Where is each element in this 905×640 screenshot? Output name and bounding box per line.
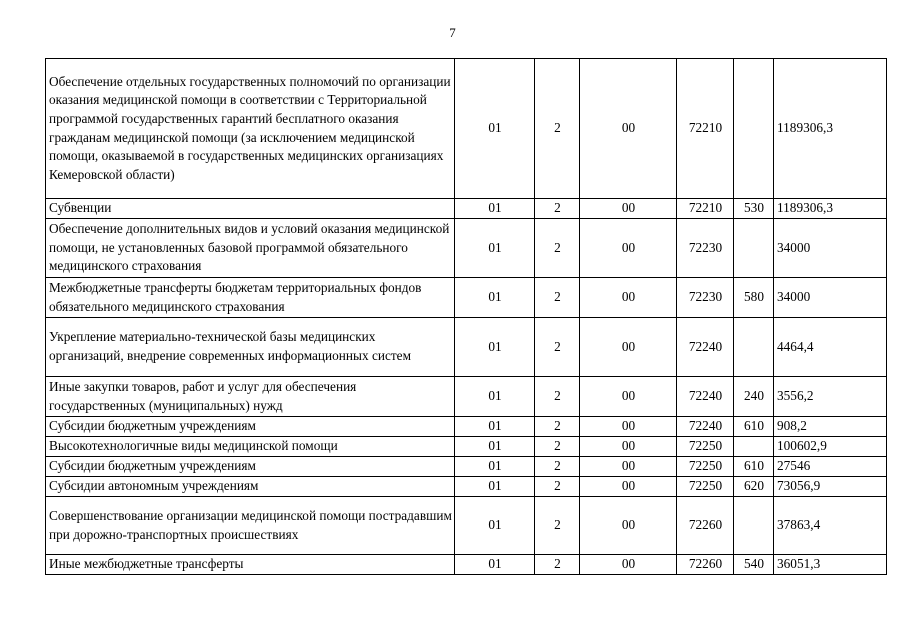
direction-code: 00 bbox=[580, 497, 677, 555]
direction-code: 00 bbox=[580, 417, 677, 437]
row-name: Высокотехнологичные виды медицинской помощи bbox=[46, 437, 455, 457]
row-name: Обеспечение отдельных государственных полномочий по организации оказания медицинской помощи в соответствии с Территориальной программой государственных гарантий бесплатного оказания гражданам медицинской помощи (за исключением медицинской помощи, оказываемой в государственных медицинских организациях Кемеровской области) bbox=[46, 59, 455, 199]
expense-type bbox=[734, 318, 774, 377]
budget-table bbox=[45, 58, 887, 575]
table-row bbox=[46, 219, 887, 278]
item-code: 72250 bbox=[677, 437, 734, 457]
amount: 100602,9 bbox=[774, 437, 887, 457]
amount: 4464,4 bbox=[774, 318, 887, 377]
amount: 1189306,3 bbox=[774, 199, 887, 219]
row-name: Субсидии бюджетным учреждениям bbox=[46, 417, 455, 437]
table-row bbox=[46, 417, 887, 437]
row-name: Иные закупки товаров, работ и услуг для обеспечения государственных (муниципальных) нужд bbox=[46, 377, 455, 417]
table-row bbox=[46, 377, 887, 417]
row-name: Межбюджетные трансферты бюджетам территориальных фондов обязательного медицинского страхования bbox=[46, 278, 455, 318]
program-code: 01 bbox=[455, 555, 535, 575]
item-code: 72210 bbox=[677, 199, 734, 219]
direction-code: 00 bbox=[580, 477, 677, 497]
expense-type bbox=[734, 497, 774, 555]
item-code: 72260 bbox=[677, 497, 734, 555]
page-number: 7 bbox=[449, 25, 456, 40]
item-code: 72240 bbox=[677, 318, 734, 377]
item-code: 72250 bbox=[677, 457, 734, 477]
row-name: Субвенции bbox=[46, 199, 455, 219]
item-code: 72260 bbox=[677, 555, 734, 575]
expense-type bbox=[734, 59, 774, 199]
row-name: Обеспечение дополнительных видов и условий оказания медицинской помощи, не установленных базовой программой обязательного медицинского страхования bbox=[46, 219, 455, 278]
subprogram-code: 2 bbox=[535, 377, 580, 417]
amount: 27546 bbox=[774, 457, 887, 477]
subprogram-code: 2 bbox=[535, 199, 580, 219]
subprogram-code: 2 bbox=[535, 219, 580, 278]
subprogram-code: 2 bbox=[535, 497, 580, 555]
amount: 34000 bbox=[774, 278, 887, 318]
program-code: 01 bbox=[455, 477, 535, 497]
expense-type: 610 bbox=[734, 417, 774, 437]
program-code: 01 bbox=[455, 199, 535, 219]
row-name: Субсидии бюджетным учреждениям bbox=[46, 457, 455, 477]
program-code: 01 bbox=[455, 457, 535, 477]
row-name: Иные межбюджетные трансферты bbox=[46, 555, 455, 575]
table-row bbox=[46, 497, 887, 555]
subprogram-code: 2 bbox=[535, 59, 580, 199]
item-code: 72230 bbox=[677, 219, 734, 278]
item-code: 72240 bbox=[677, 377, 734, 417]
subprogram-code: 2 bbox=[535, 457, 580, 477]
amount: 3556,2 bbox=[774, 377, 887, 417]
expense-type: 580 bbox=[734, 278, 774, 318]
subprogram-code: 2 bbox=[535, 437, 580, 457]
direction-code: 00 bbox=[580, 377, 677, 417]
direction-code: 00 bbox=[580, 318, 677, 377]
program-code: 01 bbox=[455, 417, 535, 437]
direction-code: 00 bbox=[580, 555, 677, 575]
subprogram-code: 2 bbox=[535, 278, 580, 318]
amount: 1189306,3 bbox=[774, 59, 887, 199]
expense-type: 530 bbox=[734, 199, 774, 219]
subprogram-code: 2 bbox=[535, 417, 580, 437]
expense-type: 610 bbox=[734, 457, 774, 477]
table-row bbox=[46, 437, 887, 457]
expense-type bbox=[734, 219, 774, 278]
table-row bbox=[46, 555, 887, 575]
program-code: 01 bbox=[455, 278, 535, 318]
program-code: 01 bbox=[455, 318, 535, 377]
amount: 37863,4 bbox=[774, 497, 887, 555]
expense-type: 620 bbox=[734, 477, 774, 497]
amount: 908,2 bbox=[774, 417, 887, 437]
direction-code: 00 bbox=[580, 219, 677, 278]
row-name: Укрепление материально-технической базы медицинских организаций, внедрение современных информационных систем bbox=[46, 318, 455, 377]
subprogram-code: 2 bbox=[535, 477, 580, 497]
row-name: Совершенствование организации медицинской помощи пострадавшим при дорожно-транспортных происшествиях bbox=[46, 497, 455, 555]
program-code: 01 bbox=[455, 497, 535, 555]
item-code: 72250 bbox=[677, 477, 734, 497]
amount: 73056,9 bbox=[774, 477, 887, 497]
expense-type: 540 bbox=[734, 555, 774, 575]
item-code: 72240 bbox=[677, 417, 734, 437]
item-code: 72230 bbox=[677, 278, 734, 318]
expense-type bbox=[734, 437, 774, 457]
program-code: 01 bbox=[455, 219, 535, 278]
direction-code: 00 bbox=[580, 199, 677, 219]
program-code: 01 bbox=[455, 59, 535, 199]
table-row bbox=[46, 199, 887, 219]
amount: 34000 bbox=[774, 219, 887, 278]
item-code: 72210 bbox=[677, 59, 734, 199]
direction-code: 00 bbox=[580, 457, 677, 477]
subprogram-code: 2 bbox=[535, 318, 580, 377]
program-code: 01 bbox=[455, 377, 535, 417]
table-row bbox=[46, 477, 887, 497]
program-code: 01 bbox=[455, 437, 535, 457]
row-name: Субсидии автономным учреждениям bbox=[46, 477, 455, 497]
direction-code: 00 bbox=[580, 59, 677, 199]
table-row bbox=[46, 278, 887, 318]
table-row bbox=[46, 318, 887, 377]
subprogram-code: 2 bbox=[535, 555, 580, 575]
table-row bbox=[46, 59, 887, 199]
direction-code: 00 bbox=[580, 437, 677, 457]
direction-code: 00 bbox=[580, 278, 677, 318]
table-row bbox=[46, 457, 887, 477]
expense-type: 240 bbox=[734, 377, 774, 417]
amount: 36051,3 bbox=[774, 555, 887, 575]
